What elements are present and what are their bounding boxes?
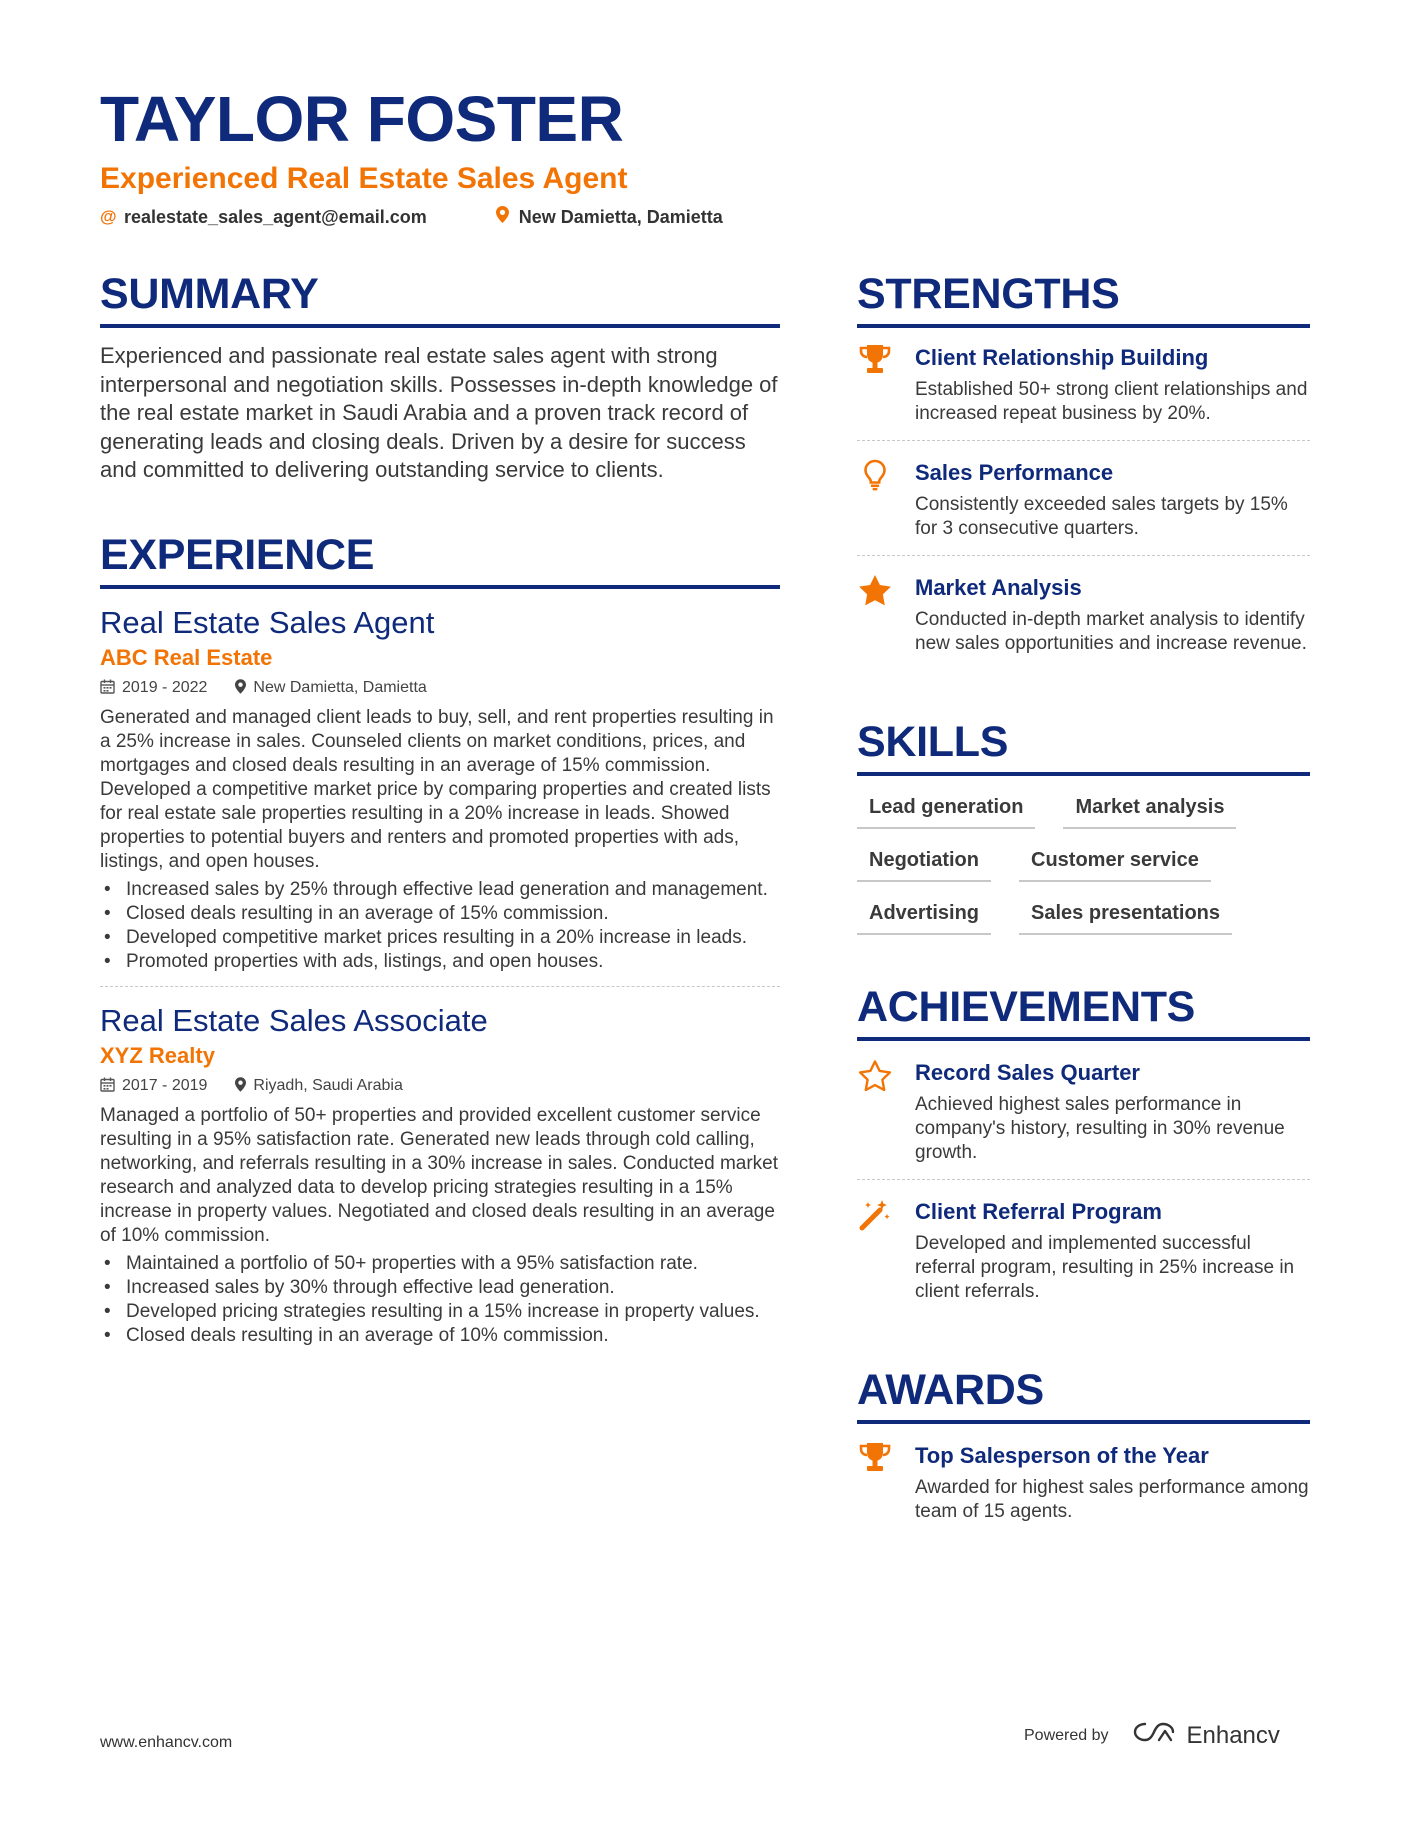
strengths-section	[857, 268, 1310, 670]
job-bullet: • Developed competitive market prices resulting in a 20% increase in leads.	[100, 926, 780, 950]
achievement-title: Client Referral Program	[915, 1199, 1162, 1224]
calendar-icon	[100, 1077, 115, 1096]
strengths-list	[857, 328, 1310, 670]
strength-desc: Established 50+ strong client relationships and increased repeat business by 20%.	[915, 379, 1308, 424]
strength-item	[857, 555, 1310, 670]
job-entry	[100, 986, 780, 1348]
star-outline-icon	[857, 1059, 893, 1165]
skill-tag: Sales presentations	[1019, 896, 1232, 935]
job-bullets	[100, 878, 780, 974]
star-icon	[857, 574, 893, 656]
location-pin-icon	[235, 1077, 246, 1096]
job-meta	[100, 679, 780, 698]
job-bullet: • Closed deals resulting in an average of 10% commission.	[100, 1324, 780, 1348]
achievements-section	[857, 981, 1310, 1318]
summary-section	[100, 268, 780, 485]
lightbulb-icon	[857, 459, 893, 541]
footer-branding	[1024, 1720, 1280, 1751]
skills-section	[857, 716, 1310, 935]
achievement-item	[857, 1179, 1310, 1318]
achievement-title: Record Sales Quarter	[915, 1060, 1140, 1085]
job-location-text: New Damietta, Damietta	[253, 679, 427, 696]
contact-location	[495, 206, 723, 228]
job-entry	[100, 589, 780, 974]
footer-website[interactable]: www.enhancv.com	[100, 1734, 233, 1751]
right-column	[857, 268, 1310, 1538]
strength-desc: Consistently exceeded sales targets by 15% for 3 consecutive quarters.	[915, 494, 1288, 539]
summary-heading: SUMMARY	[100, 268, 780, 328]
job-company: XYZ Realty	[100, 1042, 215, 1068]
powered-by-label: Powered by	[1024, 1726, 1109, 1744]
job-bullet: • Increased sales by 30% through effective lead generation.	[100, 1276, 780, 1300]
skills-heading: SKILLS	[857, 716, 1310, 776]
job-dates	[100, 679, 207, 698]
strength-item	[857, 328, 1310, 440]
job-location-text: Riyadh, Saudi Arabia	[253, 1077, 403, 1094]
skill-tag: Customer service	[1019, 843, 1211, 882]
achievement-desc: Achieved highest sales performance in company's history, resulting in 30% revenue growth.	[915, 1094, 1285, 1163]
awards-heading: AWARDS	[857, 1364, 1310, 1424]
award-item	[857, 1424, 1310, 1538]
candidate-name: TAYLOR FOSTER	[100, 83, 624, 155]
achievement-desc: Developed and implemented successful referral program, resulting in 25% increase in client referrals.	[915, 1233, 1295, 1302]
achievements-heading: ACHIEVEMENTS	[857, 981, 1310, 1041]
magic-wand-icon	[857, 1198, 893, 1304]
job-bullets	[100, 1252, 780, 1348]
location-text: New Damietta, Damietta	[518, 206, 723, 227]
job-bullet: • Promoted properties with ads, listings, and open houses.	[100, 950, 780, 974]
skill-tag: Market analysis	[1063, 790, 1236, 829]
job-dates-text: 2019 - 2022	[122, 679, 208, 696]
resume-header	[100, 80, 1300, 228]
job-bullet: • Maintained a portfolio of 50+ properties with a 95% satisfaction rate.	[100, 1252, 780, 1276]
candidate-title: Experienced Real Estate Sales Agent	[100, 162, 628, 195]
award-desc: Awarded for highest sales performance among team of 15 agents.	[915, 1477, 1309, 1522]
email-text: realestate_sales_agent@email.com	[124, 206, 427, 227]
strength-title: Market Analysis	[915, 575, 1082, 600]
job-location	[235, 1077, 402, 1096]
location-pin-icon	[495, 206, 511, 228]
skill-tag: Lead generation	[857, 790, 1035, 829]
trophy-icon	[857, 1442, 893, 1524]
contact-row	[100, 206, 1300, 228]
enhancv-logo[interactable]	[1131, 1720, 1280, 1751]
achievement-item	[857, 1041, 1310, 1179]
award-title: Top Salesperson of the Year	[915, 1443, 1209, 1468]
summary-text: Experienced and passionate real estate sales agent with strong interpersonal and negotiation skills. Possesses in-depth knowledge of the real estate market in Saudi Arabia and a proven track record of generating leads and closing deals. Driven by a desire for success and committed to delivering outstanding service to clients.	[100, 343, 778, 482]
job-description: Managed a portfolio of 50+ properties and provided excellent customer service resulting in a 95% satisfaction rate. Generated new leads through cold calling, networking, and referrals resulting in a 30% increase in sales. Conducted market research and analyzed data to develop pricing strategies resulting in a 15% increase in property values. Negotiated and closed deals resulting in an average of 10% commission.	[100, 1104, 779, 1246]
job-company: ABC Real Estate	[100, 644, 273, 670]
experience-heading: EXPERIENCE	[100, 529, 780, 589]
awards-list	[857, 1424, 1310, 1538]
job-description: Generated and managed client leads to buy, sell, and rent properties resulting in a 25% increase in sales. Counseled clients on market conditions, prices, and mortgages and closed deals resulting in an average of 15% commission. Developed a competitive market price by comparing properties and created lists for real estate sale properties resulting in a 20% increase in leads. Showed properties to potential buyers and renters and promoted properties with ads, listings, and open houses.	[100, 706, 774, 872]
experience-section	[100, 529, 780, 1348]
strength-title: Sales Performance	[915, 460, 1114, 485]
strengths-heading: STRENGTHS	[857, 268, 1310, 328]
job-bullet: • Developed pricing strategies resulting in a 15% increase in property values.	[100, 1300, 780, 1324]
enhancv-logo-icon	[1131, 1720, 1177, 1751]
strength-desc: Conducted in-depth market analysis to identify new sales opportunities and increase revenue.	[915, 609, 1307, 654]
skill-tag: Negotiation	[857, 843, 991, 882]
strength-title: Client Relationship Building	[915, 345, 1209, 370]
job-dates	[100, 1077, 207, 1096]
contact-email[interactable]	[100, 207, 427, 228]
calendar-icon	[100, 679, 115, 698]
job-location	[235, 679, 426, 698]
strength-item	[857, 440, 1310, 555]
awards-section	[857, 1364, 1310, 1538]
job-meta	[100, 1077, 780, 1096]
location-pin-icon	[235, 679, 246, 698]
trophy-icon	[857, 344, 893, 426]
job-role: Real Estate Sales Associate	[100, 1002, 488, 1038]
left-column	[100, 268, 780, 1348]
job-bullet: • Closed deals resulting in an average of 15% commission.	[100, 902, 780, 926]
at-icon: @	[100, 207, 117, 226]
job-dates-text: 2017 - 2019	[122, 1077, 208, 1094]
skill-tag: Advertising	[857, 896, 991, 935]
skills-grid	[857, 790, 1310, 935]
enhancv-logo-text: Enhancv	[1186, 1721, 1280, 1749]
job-bullet: • Increased sales by 25% through effective lead generation and management.	[100, 878, 780, 902]
job-role: Real Estate Sales Agent	[100, 604, 435, 640]
achievements-list	[857, 1041, 1310, 1318]
